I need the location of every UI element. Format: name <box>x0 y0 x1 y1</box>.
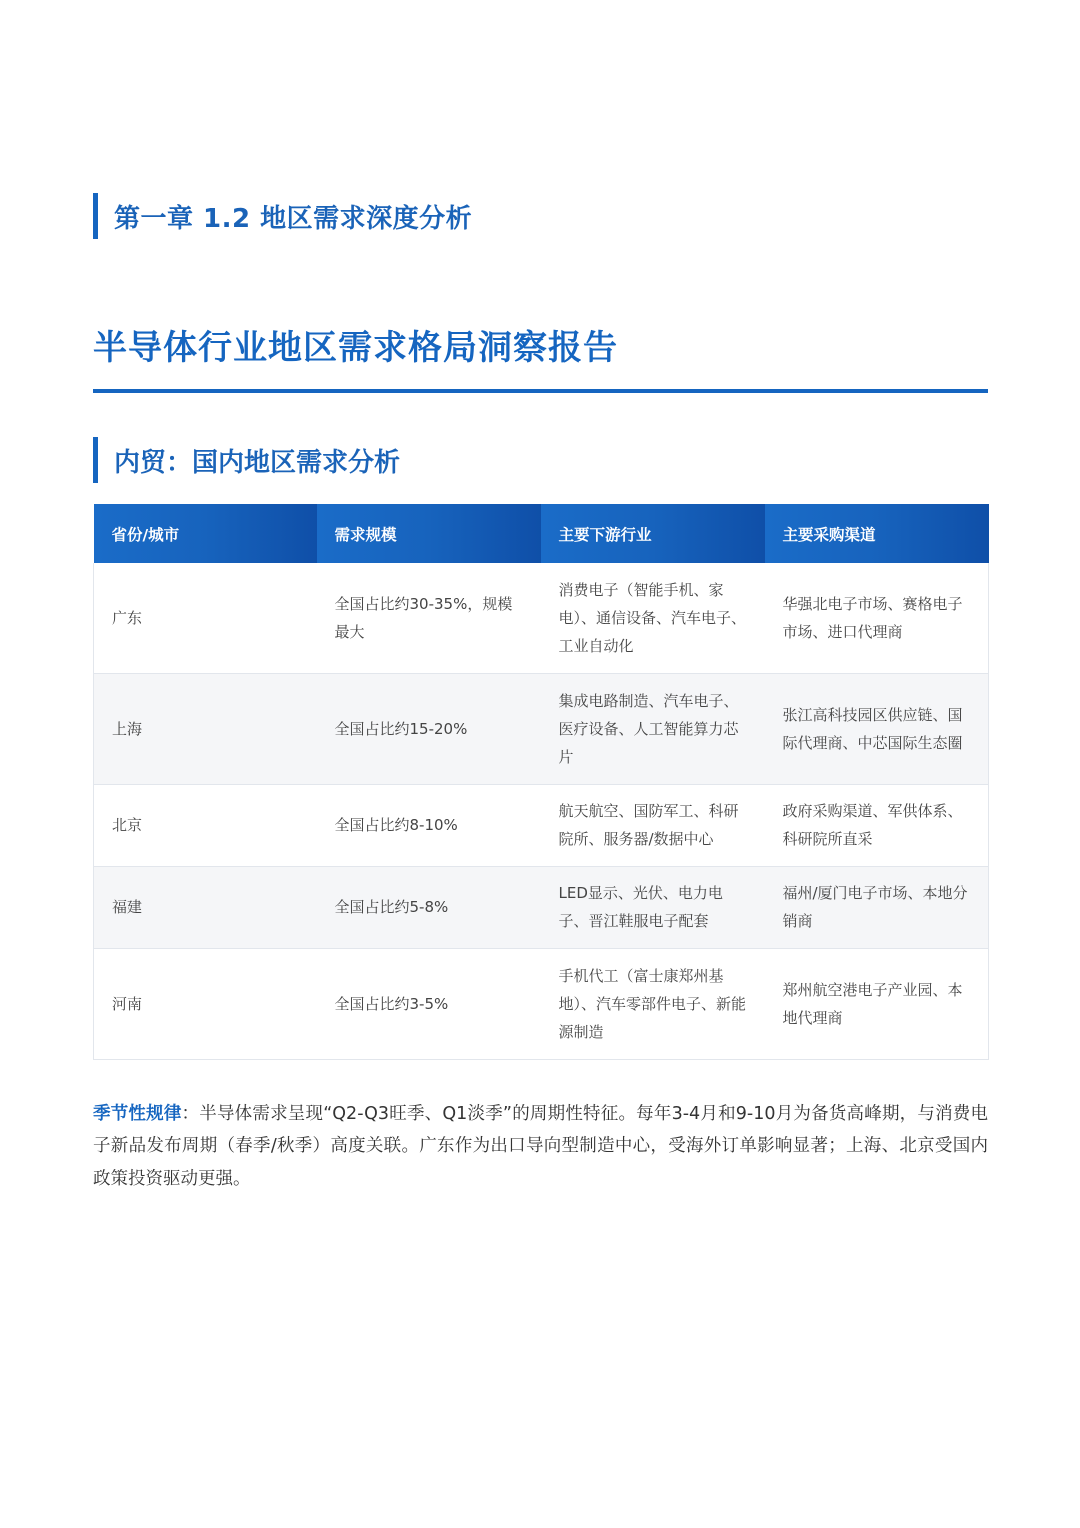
cell-scale: 全国占比约8-10% <box>317 784 541 866</box>
table-header-row <box>94 504 989 563</box>
cell-region: 北京 <box>94 784 317 866</box>
column-header-industries: 主要下游行业 <box>541 504 765 563</box>
table-row <box>94 866 989 948</box>
cell-industries: 消费电子（智能手机、家电）、通信设备、汽车电子、工业自动化 <box>541 563 765 673</box>
cell-scale: 全国占比约5-8% <box>317 866 541 948</box>
cell-scale: 全国占比约3-5% <box>317 948 541 1059</box>
title-divider <box>93 389 988 393</box>
cell-channels: 福州/厦门电子市场、本地分销商 <box>765 866 989 948</box>
cell-industries: 集成电路制造、汽车电子、医疗设备、人工智能算力芯片 <box>541 673 765 784</box>
cell-scale: 全国占比约15-20% <box>317 673 541 784</box>
cell-scale: 全国占比约30-35%，规模最大 <box>317 563 541 673</box>
table-row <box>94 563 989 673</box>
section-heading-text: 内贸：国内地区需求分析 <box>114 447 401 478</box>
cell-region: 上海 <box>94 673 317 784</box>
cell-region: 河南 <box>94 948 317 1059</box>
chapter-heading-text: 第一章 1.2 地区需求深度分析 <box>114 203 473 234</box>
column-header-scale: 需求规模 <box>317 504 541 563</box>
section-heading <box>93 437 400 483</box>
cell-industries: 手机代工（富士康郑州基地）、汽车零部件电子、新能源制造 <box>541 948 765 1059</box>
cell-region: 福建 <box>94 866 317 948</box>
table-row <box>94 784 989 866</box>
column-header-channels: 主要采购渠道 <box>765 504 989 563</box>
seasonality-note <box>93 1098 988 1196</box>
table-row <box>94 673 989 784</box>
table-row <box>94 948 989 1059</box>
regional-demand-table <box>93 504 989 1060</box>
column-header-region: 省份/城市 <box>94 504 317 563</box>
cell-industries: 航天航空、国防军工、科研院所、服务器/数据中心 <box>541 784 765 866</box>
cell-industries: LED显示、光伏、电力电子、晋江鞋服电子配套 <box>541 866 765 948</box>
chapter-heading <box>93 193 472 239</box>
cell-channels: 张江高科技园区供应链、国际代理商、中芯国际生态圈 <box>765 673 989 784</box>
heading-accent-bar <box>93 193 98 239</box>
note-label: 季节性规律 <box>93 1103 182 1124</box>
cell-region: 广东 <box>94 563 317 673</box>
heading-accent-bar <box>93 437 98 483</box>
cell-channels: 华强北电子市场、赛格电子市场、进口代理商 <box>765 563 989 673</box>
note-text: ：半导体需求呈现“Q2-Q3旺季、Q1淡季”的周期性特征。每年3-4月和9-10月为备货高峰期，与消费电子新品发布周期（春季/秋季）高度关联。广东作为出口导向型制造中心，受海外订单影响显著；上海、北京受国内政策投资驱动更强。 <box>93 1103 988 1189</box>
report-title: 半导体行业地区需求格局洞察报告 <box>93 328 618 368</box>
cell-channels: 郑州航空港电子产业园、本地代理商 <box>765 948 989 1059</box>
cell-channels: 政府采购渠道、军供体系、科研院所直采 <box>765 784 989 866</box>
